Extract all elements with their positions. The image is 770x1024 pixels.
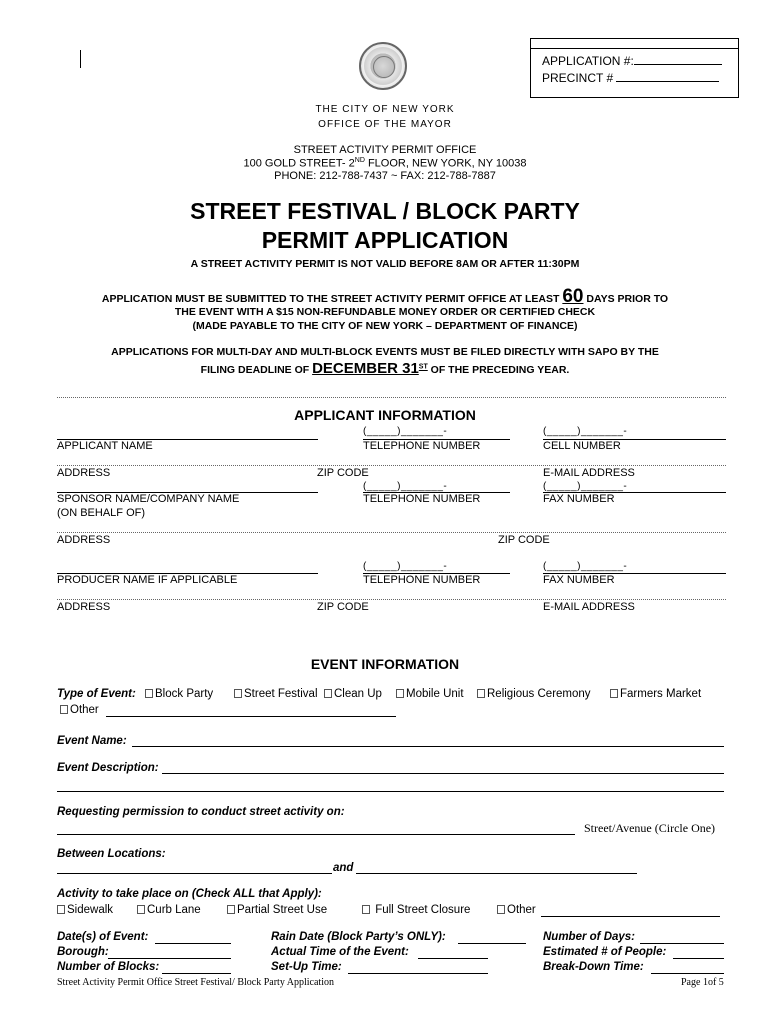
rain-date-input[interactable] (458, 943, 526, 944)
applicant-address-input[interactable] (57, 465, 726, 466)
sponsor-fax-format: (_____)_______- (543, 481, 628, 492)
event-description-input[interactable] (162, 773, 724, 774)
activity-other[interactable] (497, 904, 536, 916)
type-block-party[interactable] (145, 688, 213, 700)
activity-text: Sidewalk (67, 904, 114, 916)
email-label: E-MAIL ADDRESS (543, 467, 635, 479)
producer-phone-format: (_____)_______- (363, 561, 448, 572)
address-pre: 100 GOLD STREET- 2 (243, 157, 355, 170)
box-inner-border (531, 48, 738, 49)
activity-text: Other (507, 904, 536, 916)
multi-line-1: APPLICATIONS FOR MULTI-DAY AND MULTI-BLOCK EVENTS MUST BE FILED DIRECTLY WITH SAPO BY THE (111, 346, 659, 358)
producer-address-label: ADDRESS (57, 601, 111, 613)
breakdown-input[interactable] (651, 973, 724, 974)
checkbox-icon[interactable] (137, 905, 145, 914)
checkbox-icon[interactable] (57, 905, 65, 914)
between-from-input[interactable] (57, 873, 332, 874)
type-street-festival[interactable] (234, 688, 318, 700)
on-behalf-label: (ON BEHALF OF) (57, 507, 146, 519)
requesting-label: Requesting permission to conduct street activity on: (57, 806, 345, 818)
type-label: Street Festival (244, 688, 318, 700)
sponsor-address-input[interactable] (57, 532, 726, 533)
between-to-input[interactable] (356, 873, 637, 874)
address-label: ADDRESS (57, 467, 111, 479)
applicant-cell-format: (_____)_______- (543, 426, 628, 437)
producer-address-input[interactable] (57, 599, 726, 600)
event-name-input[interactable] (132, 746, 724, 747)
application-number-label: APPLICATION #: (542, 54, 634, 68)
and-label: and (333, 862, 354, 874)
footer-title: Street Activity Permit Office Street Festival/ Block Party Application (57, 977, 334, 988)
application-number-box (530, 38, 739, 98)
setup-time-input[interactable] (348, 973, 488, 974)
multi-pre: FILING DEADLINE OF (200, 364, 313, 376)
street-avenue-circle: Street/Avenue (Circle One) (584, 821, 716, 835)
multi-post: OF THE PRECEDING YEAR. (427, 364, 570, 376)
checkbox-icon[interactable] (227, 905, 235, 914)
actual-time-label: Actual Time of the Event: (271, 946, 409, 958)
checkbox-icon[interactable] (145, 689, 153, 698)
sapo-phone-fax: PHONE: 212-788-7437 ~ FAX: 212-788-7887 (274, 170, 496, 182)
checkbox-icon[interactable] (362, 905, 370, 914)
precinct-field[interactable] (542, 71, 719, 85)
type-label: Religious Ceremony (487, 688, 591, 700)
sponsor-phone-format: (_____)_______- (363, 481, 448, 492)
activity-sidewalk[interactable] (57, 904, 113, 916)
activity-text: Curb Lane (147, 904, 201, 916)
sponsor-zip-label: ZIP CODE (498, 534, 550, 546)
blocks-input[interactable] (162, 973, 231, 974)
application-number-blank[interactable] (634, 54, 722, 65)
notice-pre: APPLICATION MUST BE SUBMITTED TO THE STREET ACTIVITY PERMIT OFFICE AT LEAST (101, 293, 563, 305)
type-label: Clean Up (334, 688, 382, 700)
street-input[interactable] (57, 834, 575, 835)
producer-fax-label: FAX NUMBER (543, 574, 615, 586)
days-count: 60 (562, 286, 584, 307)
title-line-2: PERMIT APPLICATION (261, 227, 509, 253)
event-description-label: Event Description: (57, 762, 159, 774)
type-farmers-market[interactable] (610, 688, 701, 700)
type-clean-up[interactable] (324, 688, 382, 700)
applicant-section-title: APPLICANT INFORMATION (294, 407, 476, 423)
event-description-input-2[interactable] (57, 791, 724, 792)
address-post: FLOOR, NEW YORK, NY 10038 (364, 157, 527, 170)
people-input[interactable] (673, 958, 724, 959)
precinct-label: PRECINCT # (542, 71, 614, 85)
event-section-title: EVENT INFORMATION (310, 656, 460, 672)
type-label: Block Party (155, 688, 214, 700)
zip-label: ZIP CODE (317, 467, 369, 479)
type-religious-ceremony[interactable] (477, 688, 591, 700)
type-label: Farmers Market (620, 688, 702, 700)
sponsor-name-label: SPONSOR NAME/COMPANY NAME (57, 493, 240, 505)
people-label: Estimated # of People: (543, 946, 667, 958)
dates-label: Date(s) of Event: (57, 931, 149, 943)
title-line-1: STREET FESTIVAL / BLOCK PARTY (190, 198, 580, 224)
producer-zip-label: ZIP CODE (317, 601, 369, 613)
other-type-input[interactable] (106, 716, 396, 717)
page-number: Page 1of 5 (681, 977, 724, 988)
crop-mark (80, 50, 81, 68)
between-locations-label: Between Locations: (57, 848, 166, 860)
checkbox-icon[interactable] (610, 689, 618, 698)
other-label: Other (70, 704, 99, 716)
activity-text: Full Street Closure (372, 904, 471, 916)
deadline-sup: ST (418, 363, 428, 371)
section-divider (57, 397, 726, 398)
applicant-phone-format: (_____)_______- (363, 426, 448, 437)
city-seal-icon (359, 42, 407, 90)
blocks-label: Number of Blocks: (57, 961, 160, 973)
type-mobile-unit[interactable] (396, 688, 464, 700)
dates-input[interactable] (155, 943, 231, 944)
multi-line-2 (0, 360, 770, 377)
type-other[interactable] (60, 704, 99, 716)
sponsor-telephone-label: TELEPHONE NUMBER (363, 493, 481, 505)
telephone-label: TELEPHONE NUMBER (363, 440, 481, 452)
sponsor-fax-label: FAX NUMBER (543, 493, 615, 505)
checkbox-icon[interactable] (497, 905, 505, 914)
notice-post: DAYS PRIOR TO (583, 293, 669, 305)
precinct-blank[interactable] (616, 71, 719, 82)
cell-label: CELL NUMBER (543, 440, 621, 452)
notice-line-3: (MADE PAYABLE TO THE CITY OF NEW YORK – DEPARTMENT OF FINANCE) (192, 320, 578, 332)
sapo-address (0, 157, 770, 170)
producer-telephone-label: TELEPHONE NUMBER (363, 574, 481, 586)
activity-label: Activity to take place on (Check ALL that Apply): (57, 888, 322, 900)
checkbox-icon[interactable] (60, 705, 68, 714)
city-line: THE CITY OF NEW YORK (315, 104, 455, 115)
event-name-label: Event Name: (57, 735, 127, 747)
type-label: Mobile Unit (406, 688, 464, 700)
producer-name-label: PRODUCER NAME IF APPLICABLE (57, 574, 238, 586)
producer-email-label: E-MAIL ADDRESS (543, 601, 635, 613)
days-label: Number of Days: (543, 931, 636, 943)
activity-text: Partial Street Use (237, 904, 328, 916)
notice-line-1 (0, 286, 770, 308)
borough-label: Borough: (57, 946, 109, 958)
type-of-event-label: Type of Event: (57, 688, 136, 700)
deadline: DECEMBER 31 (312, 360, 419, 377)
rain-date-label: Rain Date (Block Party’s ONLY): (271, 931, 446, 943)
notice-line-2: THE EVENT WITH A $15 NON-REFUNDABLE MONEY ORDER OR CERTIFIED CHECK (174, 306, 596, 318)
checkbox-icon[interactable] (324, 689, 332, 698)
office-line: OFFICE OF THE MAYOR (318, 119, 452, 130)
producer-fax-format: (_____)_______- (543, 561, 628, 572)
sponsor-address-label: ADDRESS (57, 534, 111, 546)
applicant-name-label: APPLICANT NAME (57, 440, 153, 452)
breakdown-label: Break-Down Time: (543, 961, 644, 973)
checkbox-icon[interactable] (234, 689, 242, 698)
days-input[interactable] (640, 943, 724, 944)
validity-note: A STREET ACTIVITY PERMIT IS NOT VALID BEFORE 8AM OR AFTER 11:30PM (190, 258, 580, 270)
actual-time-input[interactable] (418, 958, 488, 959)
address-sup: ND (354, 157, 365, 164)
sapo-name: STREET ACTIVITY PERMIT OFFICE (293, 144, 477, 156)
activity-other-input[interactable] (541, 916, 720, 917)
checkbox-icon[interactable] (477, 689, 485, 698)
checkbox-icon[interactable] (396, 689, 404, 698)
activity-full-closure[interactable] (362, 904, 470, 916)
borough-input[interactable] (108, 958, 231, 959)
application-number-field[interactable] (542, 54, 722, 68)
activity-partial-street[interactable] (227, 904, 327, 916)
setup-time-label: Set-Up Time: (271, 961, 342, 973)
activity-curb-lane[interactable] (137, 904, 201, 916)
